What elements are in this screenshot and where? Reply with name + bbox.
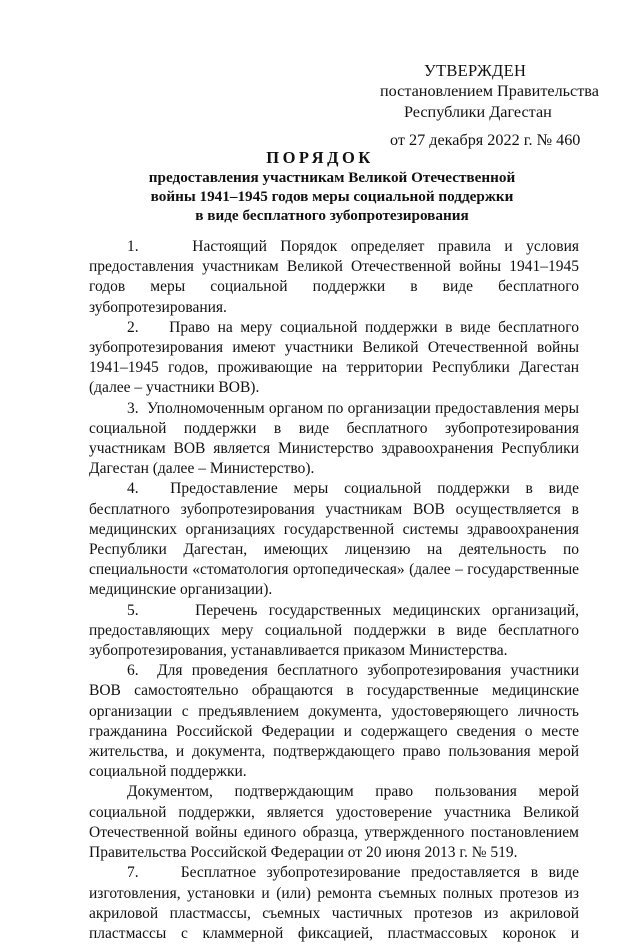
subtitle-line: предоставления участникам Великой Отечественной [148,169,516,186]
approval-line: постановлением Правительства [380,82,599,100]
approval-heading: УТВЕРЖДЕН [424,61,527,80]
subtitle-line: войны 1941–1945 годов меры социальной поддержки [150,188,514,205]
paragraph-5: 5. Перечень государственных медицинских организаций, предоставляющих меру социальной поддержки в виде бесплатного зубопротезирования, устанавливается приказом Министерства. [89,601,579,660]
paragraph-6-continued: Документом, подтверждающим право пользования мерой социальной поддержки, является удостоверение участника Великой Отечественной войны единого образца, утвержденного постановлением Правительства Российской Федерации от 20 июня 2013 г. № 519. [89,783,579,862]
paragraph-3: 3. Уполномоченным органом по организации предоставления меры социальной поддержки в виде бесплатного зубопротезирования участникам ВОВ является Министерство здравоохранения Республики Дагестан (далее – Министерство). [89,399,579,478]
document-body [89,237,579,944]
paragraph-4: 4. Предоставление меры социальной поддержки в виде бесплатного зубопротезирования участникам ВОВ осуществляется в медицинских организациях государственной системы здравоохранения Республики Дагестан, имеющих лицензию на деятельность по специальности «стоматология ортопедическая» (далее – государственные медицинские организации). [89,480,579,599]
document-subtitle [120,168,544,225]
paragraph-7: 7. Бесплатное зубопротезирование предоставляется в виде изготовления, установки и (или) ремонта съемных полных протезов из акриловой пластмассы, съемных частичных протезов из акриловой пластмассы с кламмерной фиксацией, пластмассовых коронок и [89,864,579,942]
paragraph-1: 1. Настоящий Порядок определяет правила и условия предоставления участникам Великой Отечественной войны 1941–1945 годов меры социальной поддержки в виде бесплатного зубопротезирования. [89,238,579,316]
approval-stamp [380,60,610,151]
paragraph-2: 2. Право на меру социальной поддержки в виде бесплатного зубопротезирования имеют участники Великой Отечественной войны 1941–1945 годов, проживающие на территории Республики Дагестан (далее – участники ВОВ). [89,318,579,397]
approval-date-number: от 27 декабря 2022 г. № 460 [390,131,581,149]
approval-line: Республики Дагестан [404,103,552,121]
paragraph-6: 6. Для проведения бесплатного зубопротезирования участники ВОВ самостоятельно обращаются в государственные медицинские организации с предъявлением документа, удостоверяющего личность гражданина Российской Федерации и содержащего сведения о месте жительства, и документа, подтверждающего право пользования мерой социальной поддержки. [89,662,579,781]
document-title: ПОРЯДОК [266,148,374,167]
subtitle-line: в виде бесплатного зубопротезирования [195,207,469,224]
